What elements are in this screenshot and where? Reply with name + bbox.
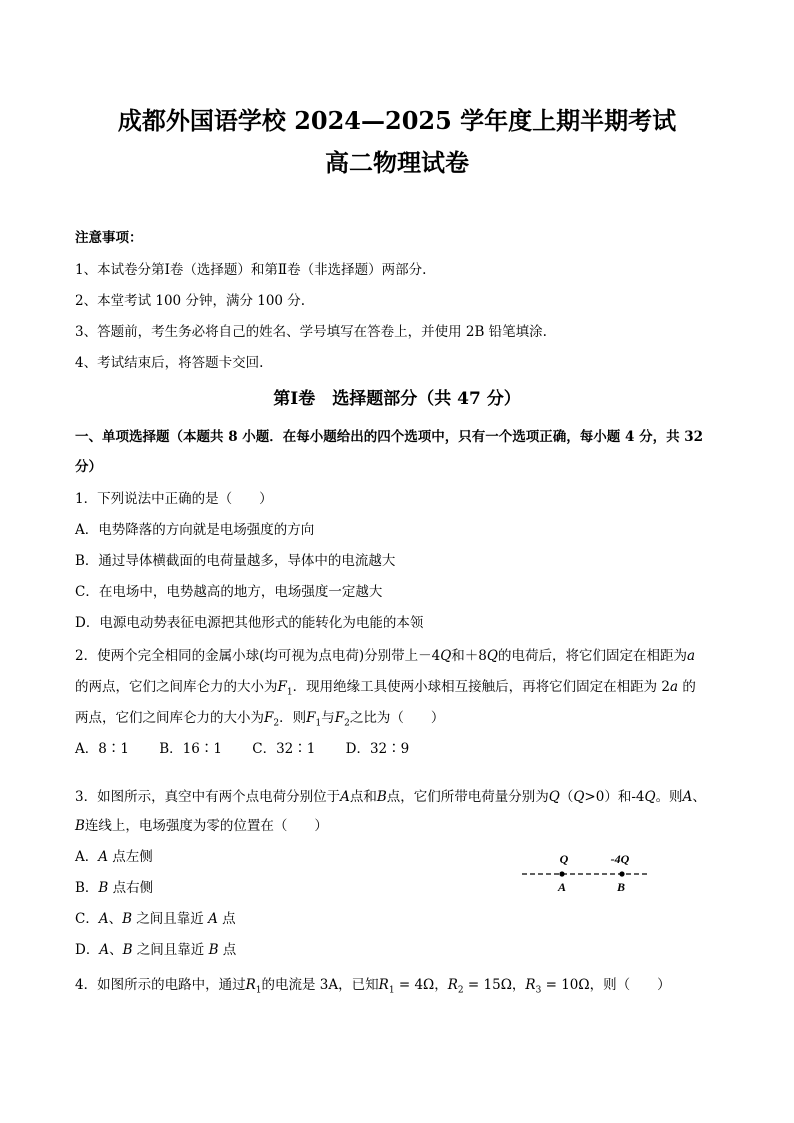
q2-sub: 2 bbox=[344, 718, 350, 729]
q3-text: 点左侧 bbox=[108, 849, 153, 865]
q2-sub: 1 bbox=[315, 718, 322, 729]
q2-sub: 2 bbox=[273, 718, 280, 729]
q2-text: 的 bbox=[678, 679, 696, 695]
q4-var-r: R bbox=[525, 977, 536, 993]
q2-stem-line1 bbox=[75, 647, 725, 665]
q3-var-b: B bbox=[376, 789, 387, 805]
q3-stem-line2 bbox=[75, 817, 725, 835]
q3-text: 连线上，电场强度为零的位置在（ ） bbox=[84, 818, 328, 834]
q4-sub: 2 bbox=[457, 985, 464, 996]
point-label-b: B bbox=[616, 880, 626, 894]
q3-var-a: A bbox=[98, 849, 108, 865]
q3-option-d bbox=[75, 941, 725, 959]
q1-stem: 1．下列说法中正确的是（ ） bbox=[75, 491, 273, 507]
q3-text: 点 bbox=[217, 911, 236, 927]
q3-var-b: B bbox=[98, 880, 109, 896]
charge-label-minus-4q: -4Q bbox=[610, 852, 630, 866]
q4-text: = 10Ω，则（ ） bbox=[541, 977, 671, 993]
q2-text: ．现用绝缘工具使两小球相互接触后，再将它们固定在相距为 2 bbox=[292, 679, 670, 695]
q2-var-f: F bbox=[277, 679, 287, 695]
q2-var-f: F bbox=[264, 710, 274, 726]
q4-stem bbox=[75, 976, 725, 1000]
q3-charge-diagram bbox=[520, 848, 650, 898]
q3-text: 点 bbox=[218, 942, 237, 958]
q3-text: 、 bbox=[109, 942, 123, 958]
part-instruction-line2: 分） bbox=[75, 459, 102, 475]
notice-item-1: 1、本试卷分第Ⅰ卷（选择题）和第Ⅱ卷（非选择题）两部分. bbox=[75, 262, 427, 278]
charge-point-a bbox=[559, 871, 564, 876]
section-title: 第Ⅰ卷 选择题部分（共 47 分） bbox=[273, 389, 521, 409]
q2-var-a: a bbox=[670, 679, 679, 695]
q1-option-a: A．电势降落的方向就是电场强度的方向 bbox=[75, 522, 315, 538]
q3-text: B． bbox=[75, 880, 99, 896]
q2-text: 的两点，它们之间库仑力的大小为 bbox=[75, 679, 278, 695]
notice-item-2: 2、本堂考试 100 分钟，满分 100 分. bbox=[75, 293, 306, 309]
q2-stem-line3 bbox=[75, 709, 725, 733]
q2-sub: 1 bbox=[286, 687, 293, 698]
notice-item-3: 3、答题前，考生务必将自己的姓名、学号填写在答卷上，并使用 2B 铅笔填涂. bbox=[75, 324, 547, 340]
q3-text: C． bbox=[75, 911, 99, 927]
q4-sub: 1 bbox=[255, 985, 262, 996]
q2-text: 2．使两个完全相同的金属小球(均可视为点电荷)分别带上－4 bbox=[75, 648, 441, 664]
q3-text: 点右侧 bbox=[108, 880, 154, 896]
q2-var-a: a bbox=[686, 648, 696, 664]
q3-var-a: A bbox=[99, 942, 110, 958]
q3-text: >0）和-4 bbox=[584, 789, 645, 805]
q3-text: 之间且靠近 bbox=[132, 911, 209, 927]
q4-var-r: R bbox=[447, 977, 458, 993]
q2-option-a: A．8∶1 bbox=[75, 741, 129, 757]
q3-var-b: B bbox=[122, 911, 133, 927]
q2-var-q: Q bbox=[440, 648, 452, 664]
q2-var-f: F bbox=[334, 710, 345, 726]
q3-text: 、 bbox=[108, 911, 123, 927]
q3-text: 3．如图所示，真空中有两个点电荷分别位于 bbox=[75, 789, 341, 805]
q2-options bbox=[75, 740, 725, 758]
exam-title: 成都外国语学校 2024—2025 学年度上期半期考试 bbox=[117, 106, 677, 135]
q2-text: 的电荷后，将它们固定在相距为 bbox=[497, 648, 687, 664]
q1-option-b: B．通过导体横截面的电荷量越多，导体中的电流越大 bbox=[75, 553, 396, 569]
q3-var-b: B bbox=[208, 942, 219, 958]
q3-text: 、 bbox=[692, 789, 706, 805]
q4-text: = 15Ω， bbox=[463, 977, 526, 993]
q2-text: 之比为（ ） bbox=[349, 710, 445, 726]
q4-sub: 1 bbox=[388, 985, 395, 996]
q3-text: 点，它们所带电荷量分别为 bbox=[386, 789, 549, 805]
q4-sub: 3 bbox=[535, 985, 542, 996]
q2-text: 与 bbox=[321, 710, 335, 726]
q3-var-b: B bbox=[122, 942, 133, 958]
q1-option-c: C．在电场中，电势越高的地方，电场强度一定越大 bbox=[75, 584, 383, 600]
q4-text: = 4Ω， bbox=[394, 977, 448, 993]
charge-point-b bbox=[619, 871, 624, 876]
q2-text: ．则 bbox=[279, 710, 307, 726]
q3-text: 。则 bbox=[655, 789, 683, 805]
q3-var-a: A bbox=[340, 789, 350, 805]
q4-text: 的电流是 3A，已知 bbox=[261, 977, 379, 993]
q2-text: 和＋8 bbox=[451, 648, 487, 664]
q2-stem-line2 bbox=[75, 678, 725, 702]
q3-var-a: A bbox=[682, 789, 693, 805]
part-instruction-line1: 一、单项选择题（本题共 8 小题．在每小题给出的四个选项中，只有一个选项正确，每小题 4 分，共 32 bbox=[75, 429, 704, 445]
q3-var-b: B bbox=[75, 818, 85, 834]
q3-var-q: Q bbox=[573, 789, 585, 805]
q4-text: 4．如图所示的电路中，通过 bbox=[75, 977, 246, 993]
notice-item-4: 4、考试结束后，将答题卡交回. bbox=[75, 355, 264, 371]
q2-option-b: B．16∶1 bbox=[159, 741, 222, 757]
charge-label-q: Q bbox=[559, 852, 569, 866]
q3-stem-line1 bbox=[75, 788, 725, 806]
q2-option-c: C．32∶1 bbox=[252, 741, 316, 757]
notice-heading: 注意事项： bbox=[75, 230, 143, 246]
q4-var-r: R bbox=[245, 977, 256, 993]
q3-var-a: A bbox=[98, 911, 109, 927]
q3-var-q: Q bbox=[644, 789, 656, 805]
q2-var-f: F bbox=[306, 710, 316, 726]
q4-var-r: R bbox=[378, 977, 389, 993]
q1-option-d: D．电源电动势表征电源把其他形式的能转化为电能的本领 bbox=[75, 615, 424, 631]
q3-var-q: Q bbox=[548, 789, 560, 805]
q3-text: （ bbox=[559, 789, 574, 805]
q3-text: D． bbox=[75, 942, 100, 958]
q2-option-d: D．32∶9 bbox=[345, 741, 410, 757]
exam-subtitle: 高二物理试卷 bbox=[325, 148, 469, 177]
point-label-a: A bbox=[557, 880, 567, 894]
q2-var-q: Q bbox=[486, 648, 498, 664]
q3-text: A． bbox=[75, 849, 99, 865]
q3-text: 点和 bbox=[349, 789, 377, 805]
q3-var-a: A bbox=[208, 911, 218, 927]
q3-option-c bbox=[75, 910, 725, 928]
q2-text: 两点，它们之间库仑力的大小为 bbox=[75, 710, 264, 726]
q3-text: 之间且靠近 bbox=[132, 942, 209, 958]
